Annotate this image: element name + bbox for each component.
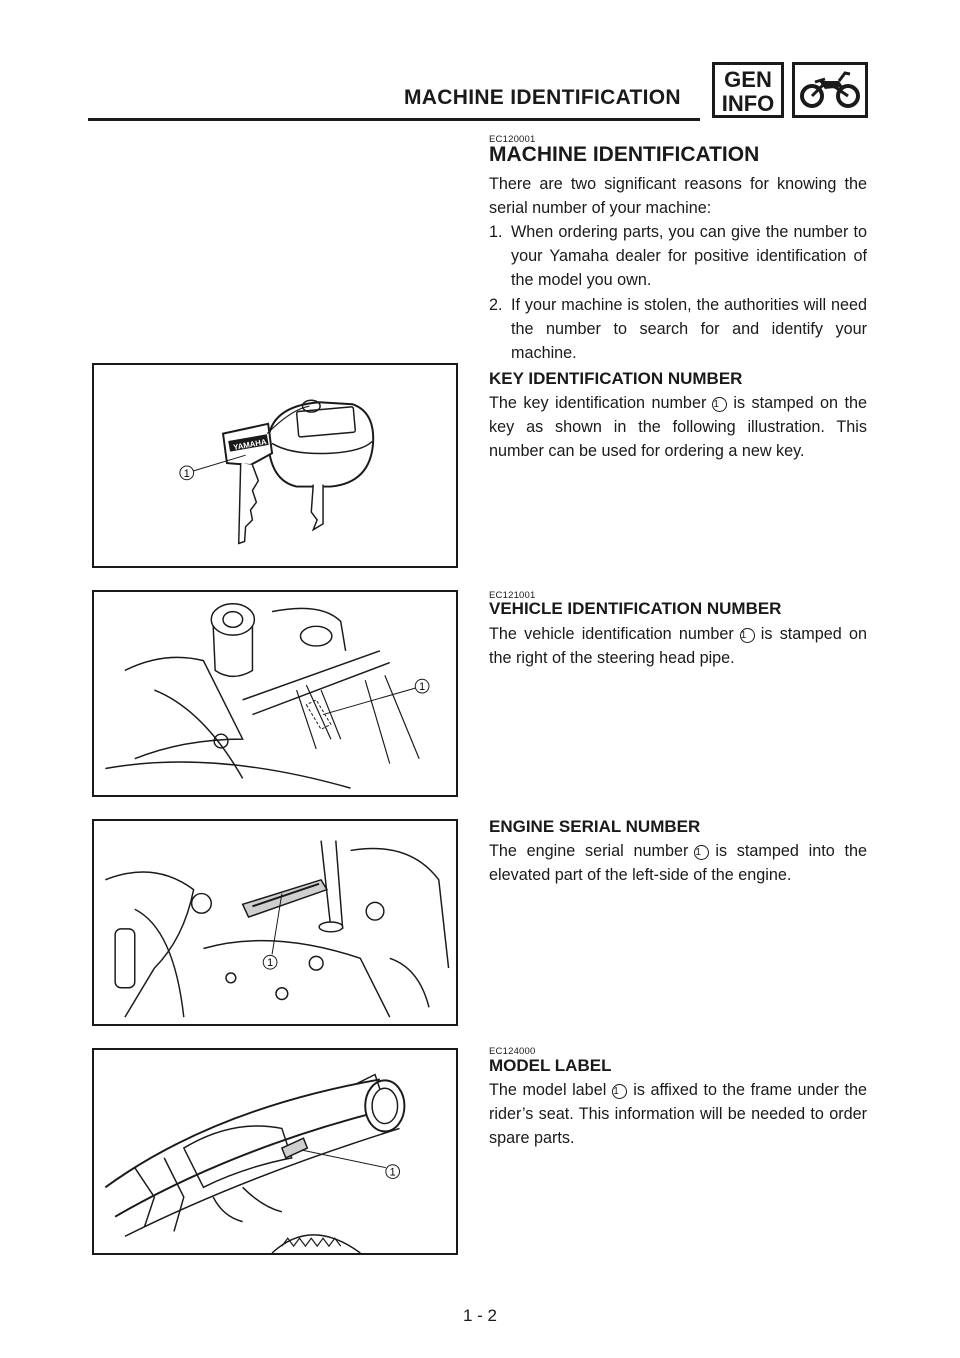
- figure-callout-1: 1: [419, 681, 426, 694]
- callout-1: 1: [694, 845, 709, 860]
- engine-heading: ENGINE SERIAL NUMBER: [489, 817, 701, 836]
- list-item: [489, 220, 867, 293]
- model-heading: MODEL LABEL: [489, 1056, 612, 1075]
- model-figure: [92, 1048, 458, 1255]
- figure-callout-1: 1: [267, 957, 274, 970]
- list-item-number: 1.: [489, 223, 503, 241]
- section-badge: [712, 62, 784, 118]
- list-item: [489, 293, 867, 366]
- list-item-number: 2.: [489, 296, 503, 314]
- model-paragraph: The model label 1 is affixed to the frame under the rider’s seat. This information will be needed to order spare parts.: [489, 1081, 867, 1148]
- header-title: MACHINE IDENTIFICATION: [404, 86, 681, 109]
- badge-line-gen: GEN: [724, 67, 772, 92]
- list-item-text: When ordering parts, you can give the number to your Yamaha dealer for positive identification of the model you own.: [511, 223, 867, 290]
- engine-figure: [92, 819, 458, 1026]
- vehicle-heading: VEHICLE IDENTIFICATION NUMBER: [489, 599, 782, 618]
- section-code: EC121001: [489, 590, 536, 601]
- section-code: EC120001: [489, 134, 536, 145]
- key-heading: KEY IDENTIFICATION NUMBER: [489, 369, 743, 388]
- list-item-text: If your machine is stolen, the authorities will need the number to search for and identify your machine.: [511, 296, 867, 363]
- page-number: 1 - 2: [462, 1306, 498, 1325]
- key-brand-text: YAMAHA: [232, 437, 268, 452]
- header-rule: [88, 118, 700, 121]
- vehicle-figure: [92, 590, 458, 797]
- callout-1: 1: [712, 397, 727, 412]
- figure-callout-1: 1: [389, 1166, 396, 1179]
- engine-paragraph: The engine serial number 1 is stamped into the elevated part of the left-side of the engine.: [489, 842, 867, 885]
- motorcycle-icon: [792, 62, 868, 118]
- badge-line-info: INFO: [721, 91, 775, 116]
- key-paragraph: The key identification number 1 is stamped on the key as shown in the following illustration. This number can be used for ordering a new key.: [489, 394, 868, 461]
- key-figure: [92, 363, 458, 568]
- vehicle-paragraph: The vehicle identification number 1 is stamped on the right of the steering head pipe.: [489, 625, 867, 668]
- section-code: EC124000: [489, 1046, 536, 1057]
- callout-1: 1: [740, 628, 755, 643]
- intro-paragraph: There are two significant reasons for knowing the serial number of your machine:: [489, 175, 867, 218]
- figure-callout-1: 1: [183, 467, 190, 480]
- page-heading: MACHINE IDENTIFICATION: [489, 143, 760, 166]
- callout-1: 1: [612, 1084, 627, 1099]
